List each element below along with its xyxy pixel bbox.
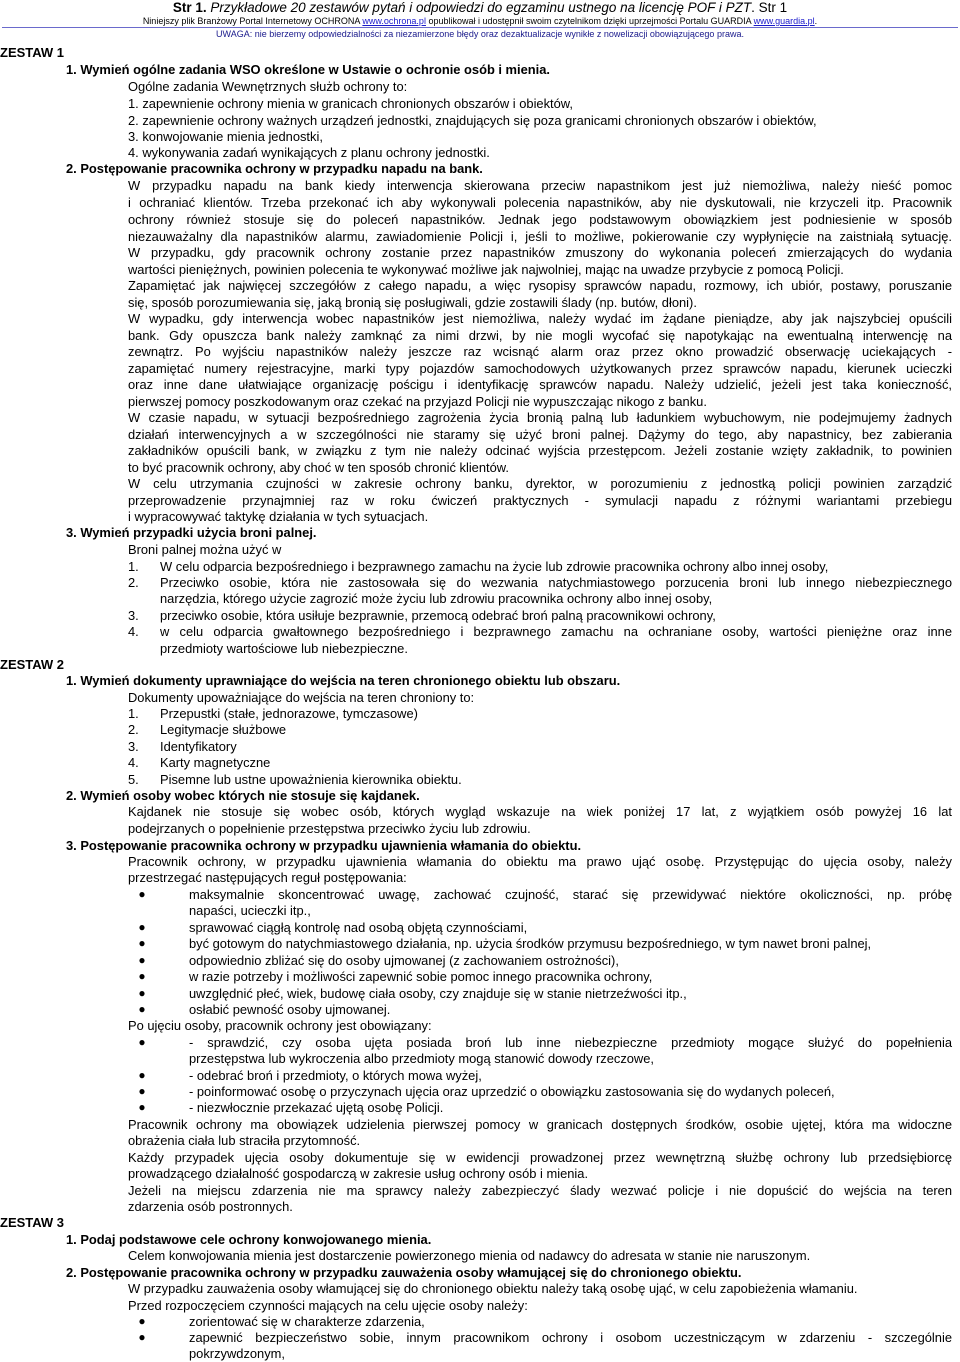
- paragraph-line: działań interwencyjnych a w szczególności nie staramy się użyć broni palnej. Dążymy do tego, aby napastnicy, bez zabierania: [128, 427, 952, 442]
- list-item: Przeciwko osobie, która nie zastosowała się do wezwania natychmiastowego porzucenia broni lub innego niebezpiecznego: [160, 575, 952, 590]
- header-line2-a: Niniejszy plik Branżowy Portal Internetowy OCHRONA: [142, 16, 360, 26]
- header-title-prefix: Str 1.: [172, 0, 207, 15]
- page-header-publisher-line: [0, 16, 960, 27]
- bullet-item: - sprawdzić, czy osoba ujęta posiada broń lub inne niebezpieczne przedmioty mogące służyć do popełnienia: [189, 1035, 952, 1050]
- set-heading: ZESTAW 3: [0, 1215, 65, 1230]
- paragraph-line: i ochraniać klientów. Trzeba przekonać ich aby wykonywali polecenia napastników, aby nie dyskutowali, nie krzyczeli itp. Pracownik: [128, 195, 952, 210]
- paragraph-line: niezauważalny dla napastników alarmu, zawiadomienie Policji i, jeśli to możliwe, pokierowanie czy wypłynięcie na zaistniałą sytuację.: [128, 229, 952, 244]
- bullet-item: - poinformować osobę o przyczynach ujęcia oraz uprzedzić o obowiązku zastosowania się do wydanych poleceń,: [189, 1084, 835, 1099]
- paragraph-line: zakładników opuścili bank, w związku z tym nie należy odcinać wyjścia przestępcom. Jeżeli zostanie wzięty zakładnik, to powinien: [128, 443, 952, 458]
- question-heading: 3. Postępowanie pracownika ochrony w przypadku ujawnienia włamania do obiektu.: [66, 838, 582, 853]
- list-item: 2. zapewnienie ochrony ważnych urządzeń jednostki, znajdujących się poza granicami chronionych obszarów i obiektów,: [128, 113, 817, 128]
- list-item: przeciwko osobie, która usiłuje bezprawnie, przemocą odebrać broń palną pracownikowi ochrony,: [160, 608, 716, 623]
- list-item: Karty magnetyczne: [160, 755, 271, 770]
- page-header-disclaimer: UWAGA: nie bierzemy odpowiedzialności za niezamierzone błędy oraz dezaktualizacje wynikłe z nowelizacji obowiązującego prawa.: [216, 29, 744, 39]
- paragraph-line: W celu utrzymania czujności w zakresie ochrony banku, dyrektor, w porozumieniu z jednostką policji powinien zarządzić: [128, 476, 952, 491]
- bullet-icon: ●: [138, 936, 146, 950]
- bullet-icon: ●: [138, 969, 146, 983]
- paragraph-line: się, sposób porozumiewania się, jaką bronią się posługiwali, gdzie zostawili ślady (np. butów, dłoni).: [128, 295, 697, 310]
- paragraph-line: W przypadku zauważenia osoby włamującej się do chronionego obiektu należy taką osobę ująć, w celu zapobieżenia włamaniu.: [128, 1281, 858, 1296]
- bullet-icon: ●: [138, 1035, 146, 1049]
- list-item: 1. zapewnienie ochrony mienia w granicach chronionych obszarów i obiektów,: [128, 96, 573, 111]
- bullet-icon: ●: [138, 920, 146, 934]
- paragraph-line: Po ujęciu osoby, pracownik ochrony jest obowiązany:: [128, 1018, 432, 1033]
- paragraph-line: W wypadku, gdy interwencja wobec napastników jest niemożliwa, należy wydać im żądane pieniądze, aby jak najszybciej opuścili: [128, 311, 952, 326]
- paragraph-line: oraz inne dane ułatwiające organizację pościgu i identyfikację sprawców napadu. Należy udzielić, jeżeli jest taka konieczność,: [128, 377, 952, 392]
- paragraph-line: Zapamiętać jak najwięcej szczegółów z całego napadu, a więc rysopisy sprawców napadu, rozmowy, ich ubiór, postawy, poruszanie: [128, 278, 952, 293]
- list-number: 1.: [128, 559, 139, 574]
- list-number: 3.: [128, 608, 139, 623]
- paragraph-line: Pracownik ochrony ma obowiązek udzielenia pierwszej pomocy w granicach dostępnych środków, osobie ujętej, która ma widoczne: [128, 1117, 952, 1132]
- bullet-item-continuation: pokrzywdzonym,: [189, 1346, 285, 1361]
- bullet-item: osłabić pewność osoby ujmowanej.: [189, 1002, 391, 1017]
- question-heading: 1. Wymień dokumenty uprawniające do wejścia na teren chronionego obiektu lub obszaru.: [66, 673, 621, 688]
- bullet-item: zapewnić bezpieczeństwo sobie, innym pracownikom ochrony i osobom uczestniczącym w zdarzeniu - szczególnie: [189, 1330, 952, 1345]
- bullet-item: - odebrać broń i przedmioty, o których mowa wyżej,: [189, 1068, 482, 1083]
- bullet-item: w razie potrzeby i możliwości zapewnić sobie pomoc innego pracownika ochrony,: [189, 969, 653, 984]
- header-line2-b: opublikował i udostępnił swoim czytelnikom dzięki uprzejmości Portalu GUARDIA: [428, 16, 752, 26]
- paragraph-line: i wypracowywać taktykę działania w tych sytuacjach.: [128, 509, 429, 524]
- list-item: W celu odparcia bezpośredniego i bezprawnego zamachu na życie lub zdrowie pracownika ochrony albo innej osoby,: [160, 559, 829, 574]
- paragraph-line: ochrony również stosuje się do poleceń napastników. Jednak jego podstawowym obowiązkiem jest podniesienie w sposób: [128, 212, 952, 227]
- bullet-icon: ●: [138, 1330, 146, 1344]
- paragraph-line: W przypadku napadu na bank kiedy interwencja skierowana przeciw napastnikom jest już niemożliwa, należy nieść pomoc: [128, 178, 952, 193]
- list-item: Identyfikatory: [160, 739, 237, 754]
- bullet-item-continuation: przestępstwa lub wykroczenia albo przedmioty mogą stanowić dowody rzeczowe,: [189, 1051, 654, 1066]
- list-item: 3. konwojowanie mienia jednostki,: [128, 129, 323, 144]
- list-number: 4.: [128, 624, 139, 639]
- question-heading: 2. Postępowanie pracownika ochrony w przypadku zauważenia osoby włamującej się do chronionego obiektu.: [66, 1265, 742, 1280]
- bullet-icon: ●: [138, 1100, 146, 1114]
- paragraph-line: przeprowadzenie przynajmniej raz w roku ćwiczeń praktycznych - symulacji napadu z różnymi wariantami przebiegu: [128, 493, 952, 508]
- question-heading: 2. Postępowanie pracownika ochrony w przypadku napadu na bank.: [66, 161, 483, 176]
- list-item: 4. wykonywania zadań wynikających z planu ochrony jednostki.: [128, 145, 490, 160]
- bullet-icon: ●: [138, 887, 146, 901]
- bullet-item: być gotowym do natychmiastowego działania, np. użycia środków przymusu bezpośredniego, w tym nawet broni palnej,: [189, 936, 872, 951]
- list-item: Legitymacje służbowe: [160, 722, 287, 737]
- paragraph-line: W czasie napadu, w sytuacji bezpośredniego zagrożenia życia bronią palną lub ładunkiem wybuchowym, nie podejmujemy żadnych: [128, 410, 952, 425]
- list-item-continuation: przedmioty wartościowe lub niebezpieczne.: [160, 641, 408, 656]
- paragraph-line: Jeżeli na miejscu zdarzenia nie ma sprawcy należy zabezpieczyć ślady wezwać policje i nie dopuścić do wejścia na teren: [128, 1183, 952, 1198]
- paragraph-line: bank. Gdy opuszcza bank należy zamknąć za nimi drzwi, by nie mogli wycofać się napotykając na ewentualną interwencję na: [128, 328, 952, 343]
- paragraph-line: zapamiętać numery rejestracyjne, marki typy pojazdów samochodowych użytkowanych przez sprawców napadu, kierunek ucieczki: [128, 361, 952, 376]
- question-heading: 1. Podaj podstawowe cele ochrony konwojowanego mienia.: [66, 1232, 432, 1247]
- list-number: 2.: [128, 575, 139, 590]
- header-divider: [2, 27, 958, 28]
- paragraph-line: Ogólne zadania Wewnętrznych służb ochrony to:: [128, 79, 408, 94]
- bullet-icon: ●: [138, 1314, 146, 1328]
- list-item: Przepustki (stałe, jednorazowe, tymczasowe): [160, 706, 418, 721]
- bullet-item-continuation: napaści, ucieczki itp.,: [189, 903, 311, 918]
- paragraph-line: W przypadku, gdy pracownik ochrony zostanie przez napastników zmuszony do wykonania poleceń zmierzających do wydania: [128, 245, 952, 260]
- header-title-suffix: . Str 1: [751, 0, 788, 15]
- list-number: 3.: [128, 739, 139, 754]
- paragraph-line: Kajdanek nie stosuje się wobec osób, których wygląd wskazuje na wiek poniżej 17 lat, z wyjątkiem osób powyżej 16 lat: [128, 804, 952, 819]
- set-heading: ZESTAW 2: [0, 657, 65, 672]
- paragraph-line: Pracownik ochrony, w przypadku ujawnienia włamania do obiektu ma prawo ująć osobę. Przystępując do ujęcia osoby, należy: [128, 854, 952, 869]
- paragraph-line: prowadzącego działalność gospodarczą w zakresie usług ochrony osób i mienia.: [128, 1166, 589, 1181]
- bullet-item: sprawować ciągłą kontrolę nad osobą objętą czynnościami,: [189, 920, 528, 935]
- list-number: 5.: [128, 772, 139, 787]
- paragraph-line: Dokumenty upoważniające do wejścia na teren chroniony to:: [128, 690, 475, 705]
- paragraph-line: zdarzenia osób postronnych.: [128, 1199, 293, 1214]
- paragraph-line: Broni palnej można użyć w: [128, 542, 282, 557]
- list-number: 2.: [128, 722, 139, 737]
- paragraph-line: wartości pieniężnych, powinien polecenia te wykonywać możliwe jak najwolniej, mając na uwadze przybycie z pomocą Policji.: [128, 262, 844, 277]
- bullet-item: zorientować się w charakterze zdarzenia,: [189, 1314, 425, 1329]
- bullet-icon: ●: [138, 1084, 146, 1098]
- bullet-icon: ●: [138, 986, 146, 1000]
- set-heading: ZESTAW 1: [0, 45, 65, 60]
- paragraph-line: to być pracownik ochrony, aby choć w ten sposób chronić klientów.: [128, 460, 509, 475]
- list-number: 4.: [128, 755, 139, 770]
- bullet-item: maksymalnie skoncentrować uwagę, zachować czujność, starać się przewidywać niektóre okoliczności, np. próbę: [189, 887, 952, 902]
- paragraph-line: Celem konwojowania mienia jest dostarczenie powierzonego mienia od nadawcy do adresata w stanie nie naruszonym.: [128, 1248, 811, 1263]
- bullet-icon: ●: [138, 1002, 146, 1016]
- question-heading: 2. Wymień osoby wobec których nie stosuje się kajdanek.: [66, 788, 420, 803]
- paragraph-line: obrażenia ciała lub straciła przytomność.: [128, 1133, 361, 1148]
- page-header-title: [0, 0, 960, 15]
- paragraph-line: Każdy przypadek ujęcia osoby dokumentuje się w ewidencji prowadzonej przez wewnętrzną służbę ochrony lub przedsiębiorcę: [128, 1150, 952, 1165]
- bullet-icon: ●: [138, 953, 146, 967]
- link-guardia[interactable]: www.guardia.pl: [753, 16, 815, 26]
- link-ochrona[interactable]: www.ochrona.pl: [362, 16, 426, 26]
- list-item-continuation: narzędzia, którego użycie zagrozić może życiu lub zdrowiu pracownika ochrony albo innej osoby,: [160, 591, 713, 606]
- list-item: w celu odparcia gwałtownego bezpośredniego i bezprawnego zamachu na ochraniane osoby, wartości pieniężne oraz inne: [160, 624, 952, 639]
- paragraph-line: pierwszej pomocy poszkodowanym oraz czekać na przyjazd Policji nie wypuszczając nikogo z banku.: [128, 394, 707, 409]
- paragraph-line: Przed rozpoczęciem czynności mających na celu ujęcie osoby należy:: [128, 1298, 528, 1313]
- bullet-item: odpowiednio zbliżać się do osoby ujmowanej (z zachowaniem ostrożności),: [189, 953, 619, 968]
- list-item: Pisemne lub ustne upoważnienia kierownika obiektu.: [160, 772, 462, 787]
- question-heading: 1. Wymień ogólne zadania WSO określone w Ustawie o ochronie osób i mienia.: [66, 62, 550, 77]
- paragraph-line: przestrzegać następujących reguł postępowania:: [128, 870, 407, 885]
- paragraph-line: zewnątrz. Po wyjściu napastników należy jeszcze raz wcisnąć alarm oraz przez okno prowadzić obserwację uciekających -: [128, 344, 952, 359]
- paragraph-line: podejrzanych o popełnienie przestępstwa przeciwko życiu lub zdrowiu.: [128, 821, 531, 836]
- header-title-italic: Przykładowe 20 zestawów pytań i odpowiedzi do egzaminu ustnego na licencję POF i PZT: [210, 0, 752, 15]
- bullet-icon: ●: [138, 1068, 146, 1082]
- bullet-item: - niezwłocznie przekazać ujętą osobę Policji.: [189, 1100, 444, 1115]
- header-line2-c: .: [814, 16, 818, 26]
- bullet-item: uwzględnić płeć, wiek, budowę ciała osoby, czy znajduje się w stanie nietrzeźwości itp.,: [189, 986, 687, 1001]
- question-heading: 3. Wymień przypadki użycia broni palnej.: [66, 525, 317, 540]
- list-number: 1.: [128, 706, 139, 721]
